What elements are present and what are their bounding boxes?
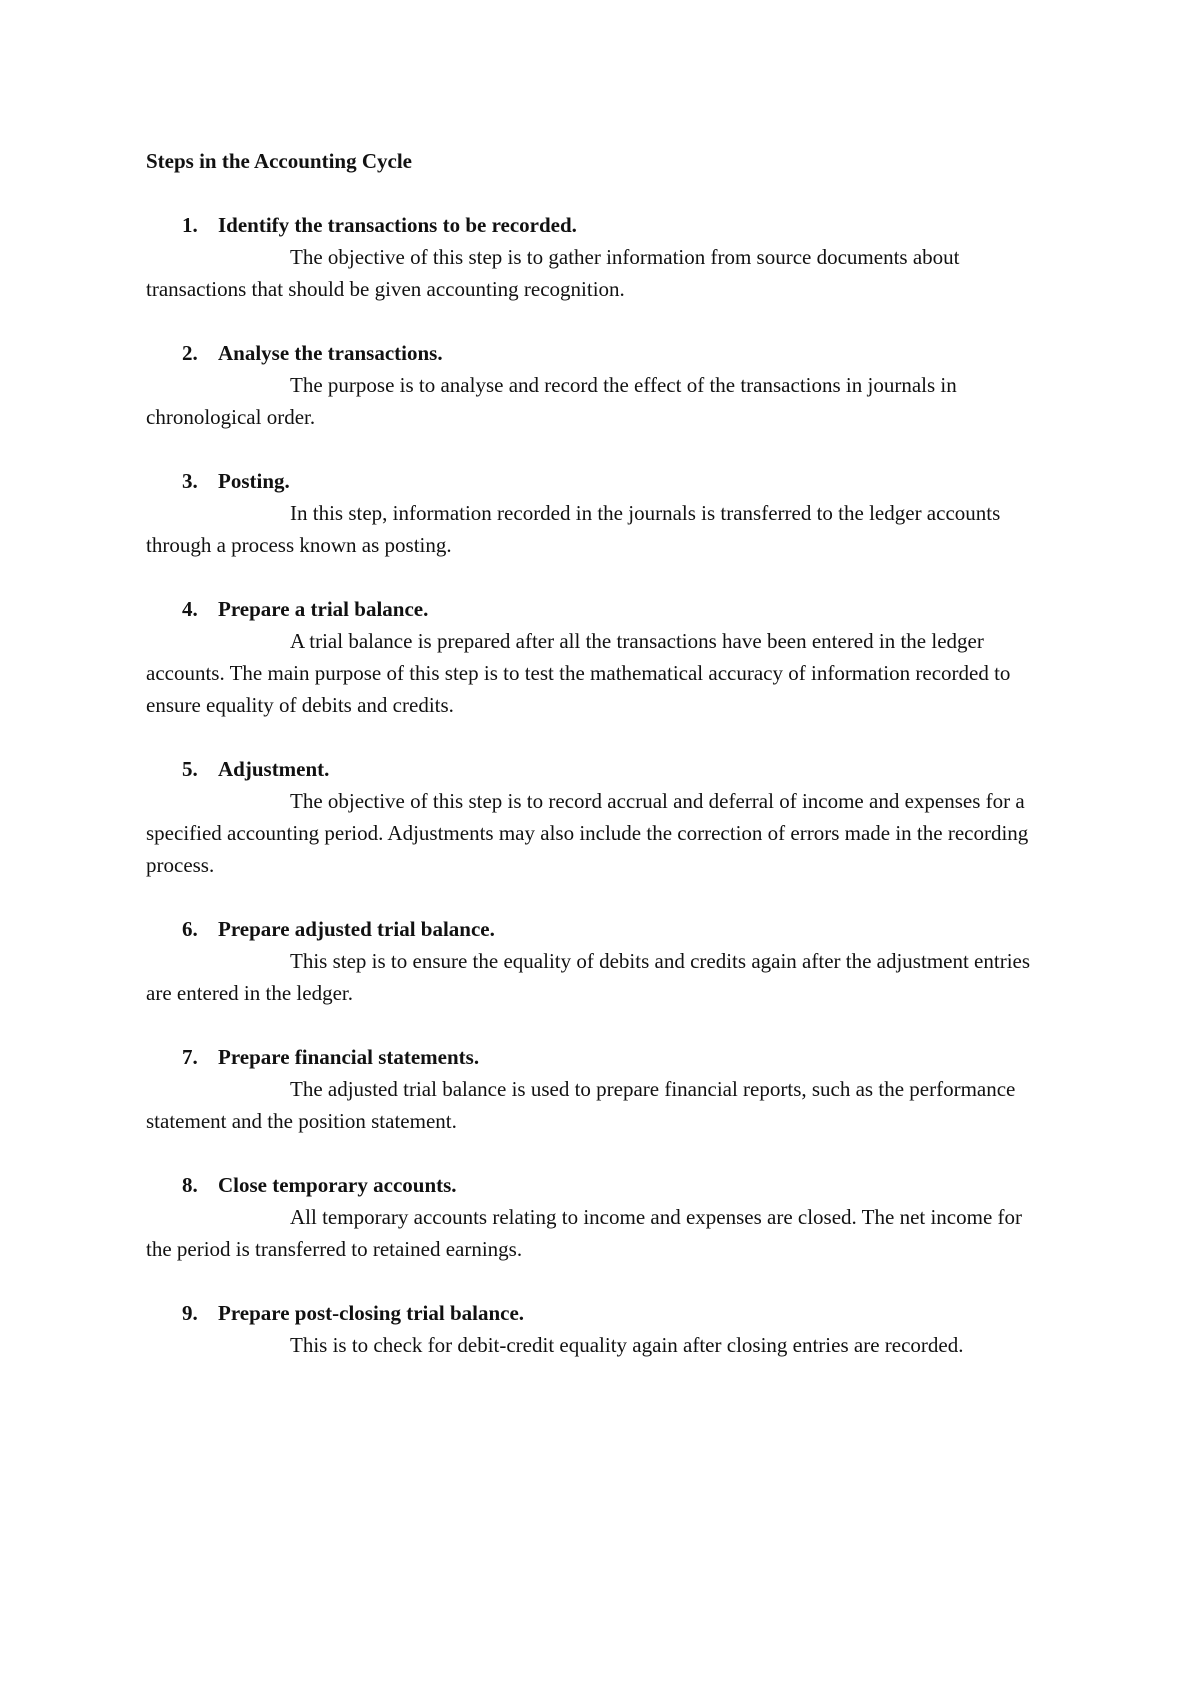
step-heading-row xyxy=(146,1169,1046,1201)
step-number: 9. xyxy=(182,1301,198,1325)
step-number: 6. xyxy=(182,917,198,941)
step-number: 7. xyxy=(182,1045,198,1069)
step-description: The objective of this step is to record accrual and deferral of income and expenses for a specified accounting period. Adjustments may also include the correction of errors made in the recording process. xyxy=(146,789,1029,877)
step-item-5 xyxy=(146,753,1046,881)
document-title: Steps in the Accounting Cycle xyxy=(146,149,413,173)
step-heading: Prepare post-closing trial balance. xyxy=(218,1301,525,1325)
step-number: 2. xyxy=(182,341,198,365)
step-heading-row xyxy=(146,209,1046,241)
step-item-9 xyxy=(146,1297,1046,1361)
step-item-4 xyxy=(146,593,1046,721)
step-number: 5. xyxy=(182,757,198,781)
step-heading-row xyxy=(146,913,1046,945)
document-content xyxy=(146,145,1046,1393)
step-item-3 xyxy=(146,465,1046,561)
step-number: 4. xyxy=(182,597,198,621)
step-heading: Identify the transactions to be recorded. xyxy=(218,213,577,237)
step-number: 3. xyxy=(182,469,198,493)
step-heading-row xyxy=(146,1297,1046,1329)
step-description: This is to check for debit-credit equality again after closing entries are recorded. xyxy=(290,1333,964,1357)
step-heading-row xyxy=(146,753,1046,785)
step-number: 8. xyxy=(182,1173,198,1197)
step-item-6 xyxy=(146,913,1046,1009)
step-description: This step is to ensure the equality of debits and credits again after the adjustment entries are entered in the ledger. xyxy=(146,949,1031,1005)
step-description: The adjusted trial balance is used to prepare financial reports, such as the performance statement and the position statement. xyxy=(146,1077,1016,1133)
step-heading: Posting. xyxy=(218,469,290,493)
step-heading: Adjustment. xyxy=(218,757,330,781)
steps-list xyxy=(146,209,1046,1361)
step-item-2 xyxy=(146,337,1046,433)
step-heading: Prepare financial statements. xyxy=(218,1045,480,1069)
step-heading: Prepare adjusted trial balance. xyxy=(218,917,495,941)
step-heading-row xyxy=(146,337,1046,369)
step-heading-row xyxy=(146,1041,1046,1073)
step-description: The purpose is to analyse and record the effect of the transactions in journals in chronological order. xyxy=(146,373,957,429)
step-description: The objective of this step is to gather information from source documents about transactions that should be given accounting recognition. xyxy=(146,245,960,301)
step-heading: Close temporary accounts. xyxy=(218,1173,457,1197)
step-item-1 xyxy=(146,209,1046,305)
step-description: In this step, information recorded in the journals is transferred to the ledger accounts through a process known as posting. xyxy=(146,501,1001,557)
step-heading: Analyse the transactions. xyxy=(218,341,443,365)
step-item-7 xyxy=(146,1041,1046,1137)
step-heading-row xyxy=(146,593,1046,625)
step-item-8 xyxy=(146,1169,1046,1265)
step-number: 1. xyxy=(182,213,198,237)
step-heading: Prepare a trial balance. xyxy=(218,597,429,621)
step-description: A trial balance is prepared after all the transactions have been entered in the ledger accounts. The main purpose of this step is to test the mathematical accuracy of information recorded to ensure equality of debits and credits. xyxy=(146,629,1011,717)
step-description: All temporary accounts relating to income and expenses are closed. The net income for the period is transferred to retained earnings. xyxy=(146,1205,1023,1261)
step-heading-row xyxy=(146,465,1046,497)
